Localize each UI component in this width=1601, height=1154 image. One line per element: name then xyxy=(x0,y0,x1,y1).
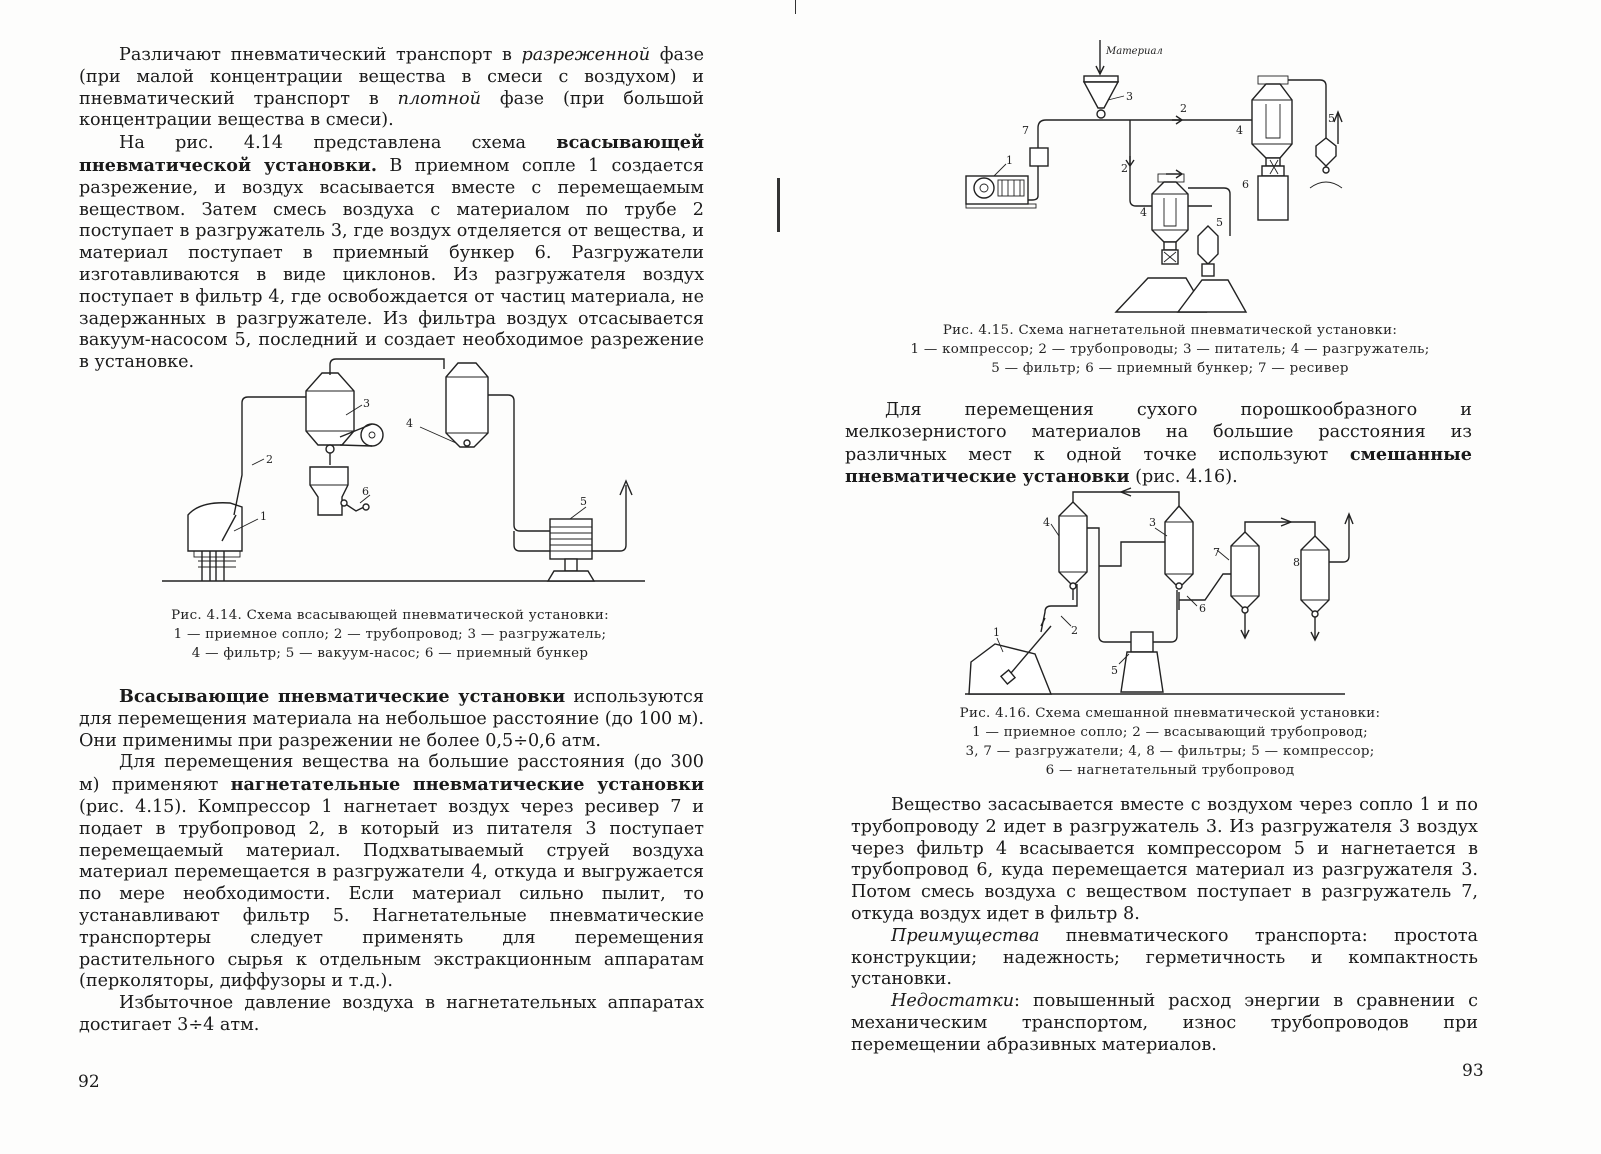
caption-line: 1 — компрессор; 2 — трубопроводы; 3 — питатель; 4 — разгружатель; xyxy=(910,342,1430,357)
caption-line: 1 — приемное сопло; 2 — всасывающий трубопровод; xyxy=(972,725,1368,740)
fig415-label-2b: 2 xyxy=(1121,162,1128,175)
fig414-label-6: 6 xyxy=(362,485,369,498)
text-run: Вещество засасывается вместе с воздухом через сопло 1 и по трубопроводу 2 идет в разгружатель 3. Из разгружателя 3 воздух через фильтр 4 всасывается компрессором 5 и нагнетается в трубопровод 6, куда перемещается материал из разгружателя 3. Потом смесь воздуха с веществом поступает в разгружатель 7, откуда воздух идет в фильтр 8. xyxy=(851,795,1478,924)
fig415-label-material: Материал xyxy=(1106,46,1163,57)
fig416-label-2: 2 xyxy=(1071,624,1078,637)
text-run: Для перемещения вещества на большие расстояния (до 300 м) применяют xyxy=(79,752,704,796)
left-text-top xyxy=(79,45,704,374)
fig414-label-4: 4 xyxy=(406,417,413,430)
paragraph xyxy=(79,45,704,132)
fig414-label-1: 1 xyxy=(260,510,267,523)
fig416-label-1: 1 xyxy=(993,626,1000,639)
fig414-label-3: 3 xyxy=(363,397,370,410)
paragraph xyxy=(79,132,704,374)
fig415-label-5a: 5 xyxy=(1328,112,1335,125)
right-page xyxy=(800,0,1601,1154)
figure-4-14-diagram xyxy=(150,355,650,595)
figure-4-15-diagram xyxy=(966,40,1356,315)
paragraph xyxy=(79,993,704,1037)
text-run: пневматического транспорта: простота конструкции; надежность; герметичность и компактность установки. xyxy=(851,925,1478,990)
figure-4-16-caption xyxy=(880,704,1460,780)
text-run: : повышенный расход энергии в сравнении с механическим транспортом, износ трубопроводов при перемещении абразивных материалов. xyxy=(851,991,1478,1055)
paragraph xyxy=(79,686,704,752)
page-number-left: 92 xyxy=(78,1072,100,1092)
caption-line: Рис. 4.14. Схема всасывающей пневматической установки: xyxy=(171,608,609,623)
fig415-label-7: 7 xyxy=(1022,124,1029,137)
fig414-label-2: 2 xyxy=(266,453,273,466)
paragraph xyxy=(79,752,704,993)
fig416-label-4: 4 xyxy=(1043,516,1050,529)
fig415-label-6: 6 xyxy=(1242,178,1249,191)
text-run: Для перемещения сухого порошкообразного и мелкозернистого материалов на большие расстояния из различных мест к одной точке используют xyxy=(845,400,1472,465)
left-page xyxy=(0,0,790,1154)
fig416-label-8: 8 xyxy=(1293,556,1300,569)
fig415-label-3: 3 xyxy=(1126,90,1133,103)
caption-line: 1 — приемное сопло; 2 — трубопровод; 3 — разгружатель; xyxy=(173,627,607,642)
paragraph xyxy=(845,400,1472,489)
page-number-right: 93 xyxy=(1462,1061,1484,1081)
italic-text: Преимущества xyxy=(891,925,1040,946)
gutter-mark xyxy=(777,178,780,232)
fig415-label-5b: 5 xyxy=(1216,216,1223,229)
bold-text: Всасывающие пневматические установки xyxy=(119,686,566,707)
caption-line: 3, 7 — разгружатели; 4, 8 — фильтры; 5 — компрессор; xyxy=(965,744,1375,759)
fig416-label-6: 6 xyxy=(1199,602,1206,615)
italic-text: Недостатки xyxy=(891,991,1015,1012)
text-run: (рис. 4.16). xyxy=(1129,467,1238,488)
caption-line: 5 — фильтр; 6 — приемный бункер; 7 — ресивер xyxy=(991,361,1349,376)
text-run: (рис. 4.15). Компрессор 1 нагнетает воздух через ресивер 7 и подает в трубопровод 2, в который из питателя 3 поступает перемещаемый материал. Подхватываемый струей воздуха материал перемещается в разгружатели 4, откуда и выгружается по мере необходимости. Если материал сильно пылит, то устанавливают фильтр 5. Нагнетательные пневматические транспортеры следует применять для перемещения растительного сырья к отдельным экстракционным аппаратам (перколяторы, диффузоры и т.д.). xyxy=(79,796,704,992)
caption-line: Рис. 4.16. Схема смешанной пневматической установки: xyxy=(959,706,1381,721)
text-run: фазе (при малой концентрации вещества в смеси с воздухом) и пневматический транспорт в xyxy=(79,45,704,109)
figure-4-16-diagram xyxy=(965,486,1365,704)
figure-4-14-caption xyxy=(110,606,670,663)
text-run: фазе (при большой концентрации вещества в смеси). xyxy=(79,88,704,131)
right-text-bottom xyxy=(851,795,1478,1057)
bold-text: всасывающей пневматической установки. xyxy=(79,132,704,176)
text-run: Различают пневматический транспорт в xyxy=(119,45,522,65)
caption-line: Рис. 4.15. Схема нагнетательной пневматической установки: xyxy=(942,323,1398,338)
fig415-label-1: 1 xyxy=(1006,154,1013,167)
gutter-mark xyxy=(795,0,796,14)
text-run: На рис. 4.14 представлена схема xyxy=(119,133,557,154)
paragraph xyxy=(851,926,1478,991)
paragraph xyxy=(851,795,1478,926)
fig416-label-5: 5 xyxy=(1111,664,1118,677)
figure-4-15-caption xyxy=(860,321,1480,378)
text-run: В приемном сопле 1 создается разрежение, и воздух всасывается вместе с перемещаемым веществом. Затем смесь воздуха с материалом по трубе 2 поступает в разгружатель 3, где воздух отделяется от вещества, и материал поступает в приемный бункер 6. Разгружатели изготавливаются в виде циклонов. Из разгружателя воздух поступает в фильтр 4, где освобождается от частиц материала, не задержанных в разгружателе. Из фильтра воздух отсасывается вакуум-насосом 5, последний и создает необходимое разрежение в установке. xyxy=(79,155,705,373)
italic-text: плотной xyxy=(397,88,481,109)
fig415-label-4a: 4 xyxy=(1236,124,1243,137)
text-run: Избыточное давление воздуха в нагнетательных аппаратах достигает 3÷4 атм. xyxy=(79,993,704,1035)
paragraph xyxy=(851,991,1478,1056)
bold-text: нагнетательные пневматические установки xyxy=(230,774,704,796)
fig416-label-7: 7 xyxy=(1213,546,1220,559)
fig415-label-2a: 2 xyxy=(1180,102,1187,115)
caption-line: 6 — нагнетательный трубопровод xyxy=(1045,763,1295,778)
fig416-label-3: 3 xyxy=(1149,516,1156,529)
right-text-mid xyxy=(845,400,1472,489)
text-run: используются для перемещения материала на небольшое расстояние (до 100 м). Они применимы при разрежении не более 0,5÷0,6 атм. xyxy=(79,687,705,751)
caption-line: 4 — фильтр; 5 — вакуум-насос; 6 — приемный бункер xyxy=(191,646,589,661)
bold-text: смешанные пневматические установки xyxy=(845,443,1472,488)
left-text-bottom xyxy=(79,686,704,1037)
fig414-label-5: 5 xyxy=(580,495,587,508)
italic-text: разреженной xyxy=(521,45,651,65)
fig415-label-4b: 4 xyxy=(1140,206,1147,219)
